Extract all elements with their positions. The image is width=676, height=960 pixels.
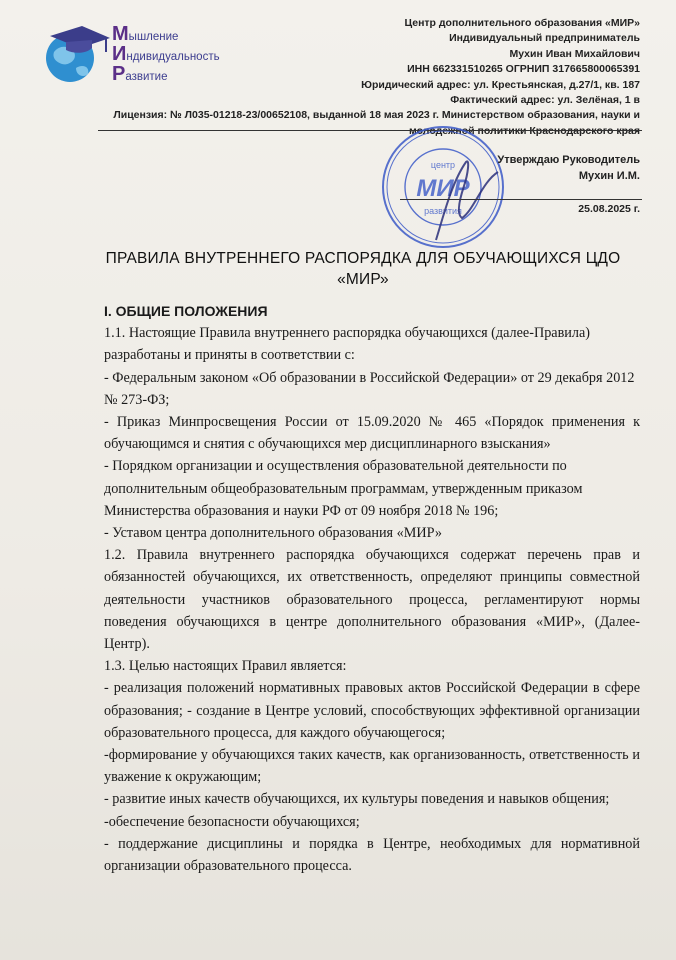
approval-date: 25.08.2025 г.: [578, 203, 640, 215]
header-divider: [98, 130, 642, 131]
stamp-center-bottom: развития: [424, 206, 462, 216]
paragraph: 1.2. Правила внутреннего распорядка обучающихся содержат перечень прав и обязанностей обучающихся, их ответственность, определяют принципы совместной деятельности участников образовательного процесса, регламентируют нормы поведения обучающихся в центре дополнительного образования «МИР», (Далее-Центр).: [104, 547, 640, 653]
stamp-center-top: центр: [430, 160, 456, 170]
paragraph: - Приказ Минпросвещения России от 15.09.2020 № 465 «Порядок применения к обучающимся и снятия с обучающихся мер дисциплинарного взыскания»: [104, 414, 640, 453]
header-line: ИНН 662331510265 ОГРНИП 317665800065391: [407, 63, 640, 76]
official-stamp: [378, 122, 508, 252]
paragraph: - Уставом центра дополнительного образования «МИР»: [104, 525, 442, 542]
title-line: «МИР»: [337, 271, 389, 288]
stamp-center-word: МИР: [416, 175, 470, 202]
header-line: Лицензия: № Л035-01218-23/00652108, выданной 18 мая 2023 г. Министерством образования, науки и: [113, 109, 640, 122]
header-line: Индивидуальный предприниматель: [449, 32, 640, 45]
paragraph: -обеспечение безопасности обучающихся;: [104, 813, 360, 830]
section-heading: I. ОБЩИЕ ПОЛОЖЕНИЯ: [104, 303, 268, 319]
paragraph: 1.1. Настоящие Правила внутреннего распорядка обучающихся (далее-Правила): [104, 325, 590, 342]
header-line: Юридический адрес: ул. Крестьянская, д.27/1, кв. 187: [361, 78, 640, 91]
approval-divider: [400, 199, 642, 200]
approval-name: Мухин И.М.: [578, 170, 640, 182]
paragraph: Министерства образования и науки РФ от 09 ноября 2018 № 196;: [104, 502, 499, 519]
header-line: Центр дополнительного образования «МИР»: [404, 17, 640, 29]
paragraph: - Порядком организации и осуществления образовательной деятельности по: [104, 458, 567, 475]
approval-block: [497, 152, 640, 184]
paragraph: 1.3. Целью настоящих Правил является:: [104, 658, 347, 675]
logo-wordmark: Мышление Индивидуальность Развитие: [112, 23, 220, 85]
header-line: Мухин Иван Михайлович: [509, 47, 640, 60]
title-line: ПРАВИЛА ВНУТРЕННЕГО РАСПОРЯДКА ДЛЯ ОБУЧАЮЩИХСЯ ЦДО: [105, 250, 621, 267]
header-line: Фактический адрес: ул. Зелёная, 1 в: [450, 94, 640, 107]
header-line: молодежной политики Краснодарского края: [409, 124, 640, 137]
approval-line: Утверждаю Руководитель: [497, 154, 640, 166]
paragraph: - развитие иных качеств обучающихся, их культуры поведения и навыков общения;: [104, 791, 610, 808]
paragraph: дополнительным общеобразовательным программам, утвержденным приказом: [104, 480, 583, 497]
paragraph: - поддержание дисциплины и порядка в Центре, необходимых для нормативной организации образовательного процесса.: [104, 835, 640, 875]
document-title: [90, 248, 636, 290]
paragraph: - реализация положений нормативных правовых актов Российской Федерации в сфере образования; - создание в Центре условий, способствующих эффективной организации образовательного процесса, для каждого обучающегося;: [104, 680, 640, 741]
paragraph: разработаны и приняты в соответствии с:: [104, 347, 355, 364]
paragraph: № 273-ФЗ;: [104, 391, 170, 408]
paragraph: - Федеральным законом «Об образовании в Российской Федерации» от 29 декабря 2012: [104, 369, 635, 386]
organization-header: [80, 16, 640, 139]
paragraph: -формирование у обучающихся таких качеств, как организованность, ответственность и уважение к окружающим;: [104, 747, 640, 786]
document-body: [104, 300, 640, 877]
